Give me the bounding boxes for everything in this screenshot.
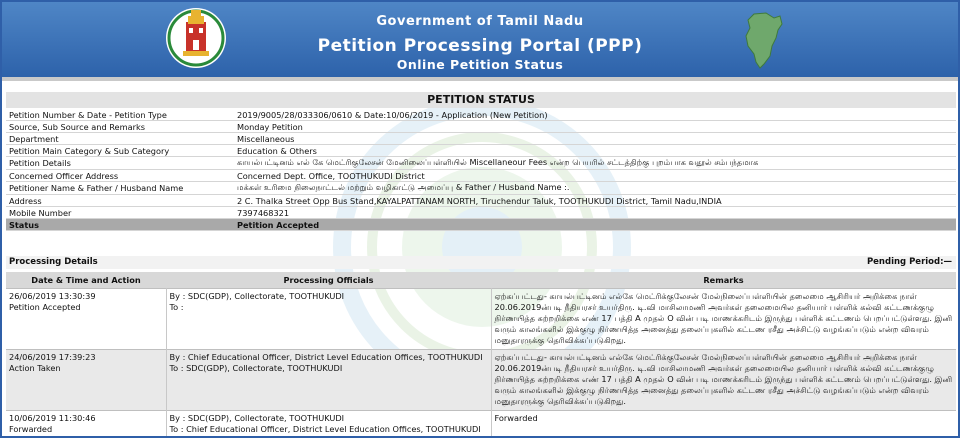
portal-title: Petition Processing Portal (PPP) bbox=[317, 36, 643, 56]
detail-row bbox=[6, 145, 956, 157]
processing-table bbox=[6, 272, 956, 438]
detail-value: Miscellaneous bbox=[234, 133, 956, 145]
row-to: To : SDC(GDP), Collectorate, TOOTHUKUDI bbox=[169, 362, 343, 373]
detail-label: Concerned Officer Address bbox=[6, 170, 234, 182]
status-value: Petition Accepted bbox=[234, 219, 956, 231]
tamil-nadu-map-icon bbox=[742, 12, 788, 70]
detail-value: காயல்பட்டினம் எல் கே மெட்ரிகுலேசன் மேனிலைப்பள்ளியில் Miscellaneour Fees என்ற பெயரில் சட்டத்திற்கு புறம்பாக வதூல் சம்பந்தமாக bbox=[234, 157, 956, 170]
government-name: Government of Tamil Nadu bbox=[376, 14, 584, 29]
detail-row bbox=[6, 133, 956, 145]
detail-label: Source, Sub Source and Remarks bbox=[6, 121, 234, 133]
remarks-cell bbox=[491, 289, 956, 350]
row-datetime: 24/06/2019 17:39:23 bbox=[9, 352, 96, 362]
status-label: Status bbox=[6, 219, 234, 231]
detail-value: 7397468321 bbox=[234, 207, 956, 219]
row-by: By : SDC(GDP), Collectorate, TOOTHUKUDI bbox=[169, 413, 345, 423]
row-remarks: Forwarded bbox=[494, 413, 538, 423]
petition-details-table bbox=[6, 109, 956, 231]
datetime-cell bbox=[6, 350, 166, 411]
detail-label: Petition Number & Date - Petition Type bbox=[6, 109, 234, 121]
detail-value: 2019/9005/28/033306/0610 & Date:10/06/2019 - Application (New Petition) bbox=[234, 109, 956, 121]
petition-status-title: PETITION STATUS bbox=[6, 92, 956, 108]
row-by: By : SDC(GDP), Collectorate, TOOTHUKUDI bbox=[169, 291, 345, 301]
detail-row bbox=[6, 157, 956, 170]
detail-row bbox=[6, 109, 956, 121]
detail-label: Address bbox=[6, 195, 234, 207]
detail-label: Department bbox=[6, 133, 234, 145]
column-header-officials: Processing Officials bbox=[166, 272, 491, 289]
detail-label: Petition Details bbox=[6, 157, 234, 170]
detail-value: Education & Others bbox=[234, 145, 956, 157]
officials-cell bbox=[166, 289, 491, 350]
row-remarks: ஏற்கப்பட்டது- காயல்பட்டினம் எல்கே மெட்ரிக்குலேசன் மேல்நிலைப்பள்ளியின் தலைமை ஆசிரியர் அறிக்கை நாள் 20.06.2019ன்படி நீதியரசர் உயர்திரு. டி.வி மாசிலாமணி அவர்கள் தலைமையில தனியார் பள்ளிக் கல்வி கட்டணக்குழு நிர்ணயித்த சுற்றறிக்கை எண் 17 பத்தி A முதல் O வின் படி மாணக்கரிடம் இருந்து பள்ளிக் கட்டணம் பெறப்பட்டுள்ளது. இனி வரும் காலங்களில் இக்குழு நிர்ணயித்த அனைத்து தலைப்புகளில் கட்டண ரசீது அச்சிட்டு வழங்கப்படும் என்ற விவரம் மனுதாரருக்கு தெரிவிக்கப்படுகிறது. bbox=[494, 291, 953, 345]
remarks-cell bbox=[491, 411, 956, 438]
detail-value: Concerned Dept. Office, TOOTHUKUDI District bbox=[234, 170, 956, 182]
column-header-datetime: Date & Time and Action bbox=[6, 272, 166, 289]
datetime-cell bbox=[6, 289, 166, 350]
pending-period: Pending Period:— bbox=[866, 257, 952, 267]
detail-row bbox=[6, 207, 956, 219]
detail-label: Petitioner Name & Father / Husband Name bbox=[6, 182, 234, 195]
row-action: Forwarded bbox=[9, 423, 53, 434]
row-datetime: 26/06/2019 13:30:39 bbox=[9, 291, 96, 301]
detail-row bbox=[6, 182, 956, 195]
officials-cell bbox=[166, 350, 491, 411]
status-row bbox=[6, 219, 956, 231]
processing-header-row bbox=[6, 272, 956, 289]
officials-cell bbox=[166, 411, 491, 438]
header-banner bbox=[2, 2, 958, 77]
detail-row bbox=[6, 170, 956, 182]
processing-row bbox=[6, 350, 956, 411]
row-to: To : Chief Educational Officer, District Level Education Offices, TOOTHUKUDI bbox=[169, 423, 481, 434]
detail-value: மக்கள் உரிமை நிலைநாட்டல் மற்றும் வழிகாட்டு அமைப்பு & Father / Husband Name :. bbox=[234, 182, 956, 195]
processing-details-heading: Processing Details bbox=[9, 257, 98, 267]
column-header-remarks: Remarks bbox=[491, 272, 956, 289]
detail-row bbox=[6, 121, 956, 133]
detail-row bbox=[6, 195, 956, 207]
row-remarks: ஏற்கப்பட்டது- காயல்பட்டினம் எல்கே மெட்ரிக்குலேசன் மேல்நிலைப்பள்ளியின் தலைமை ஆசிரியர் அறிக்கை நாள் 20.06.2019ன்படி நீதியரசர் உயர்திரு. டி.வி மாசிலாமணி அவர்கள் தலைமையில தனியார் பள்ளிக் கல்வி கட்டணக்குழு நிர்ணயித்த சுற்றறிக்கை எண் 17 பத்தி A முதல் O வின் படி மாணக்கரிடம் இருந்து பள்ளிக் கட்டணம் பெறப்பட்டுள்ளது. இனி வரும் காலங்களில் இக்குழு நிர்ணயித்த அனைத்து தலைப்புகளில் கட்டண ரசீது அச்சிட்டு வழங்கப்படும் என்ற விவரம் மனுதாரருக்கு தெரிவிக்கப்படுகிறது. bbox=[494, 352, 953, 406]
processing-row bbox=[6, 411, 956, 438]
row-action: Action Taken bbox=[9, 362, 61, 373]
row-action: Petition Accepted bbox=[9, 301, 81, 312]
row-datetime: 10/06/2019 11:30:46 bbox=[9, 413, 96, 423]
nav-strip bbox=[2, 77, 958, 81]
row-by: By : Chief Educational Officer, District Level Education Offices, TOOTHUKUDI bbox=[169, 352, 483, 362]
processing-details-bar bbox=[6, 256, 956, 269]
datetime-cell bbox=[6, 411, 166, 438]
detail-value: Monday Petition bbox=[234, 121, 956, 133]
portal-subtitle: Online Petition Status bbox=[396, 57, 564, 72]
detail-value: 2 C. Thalka Street Opp Bus Stand,KAYALPATTANAM NORTH, Tiruchendur Taluk, TOOTHUKUDI District, Tamil Nadu,INDIA bbox=[234, 195, 956, 207]
detail-label: Petition Main Category & Sub Category bbox=[6, 145, 234, 157]
detail-label: Mobile Number bbox=[6, 207, 234, 219]
row-to: To : bbox=[169, 301, 184, 312]
remarks-cell bbox=[491, 350, 956, 411]
processing-row bbox=[6, 289, 956, 350]
